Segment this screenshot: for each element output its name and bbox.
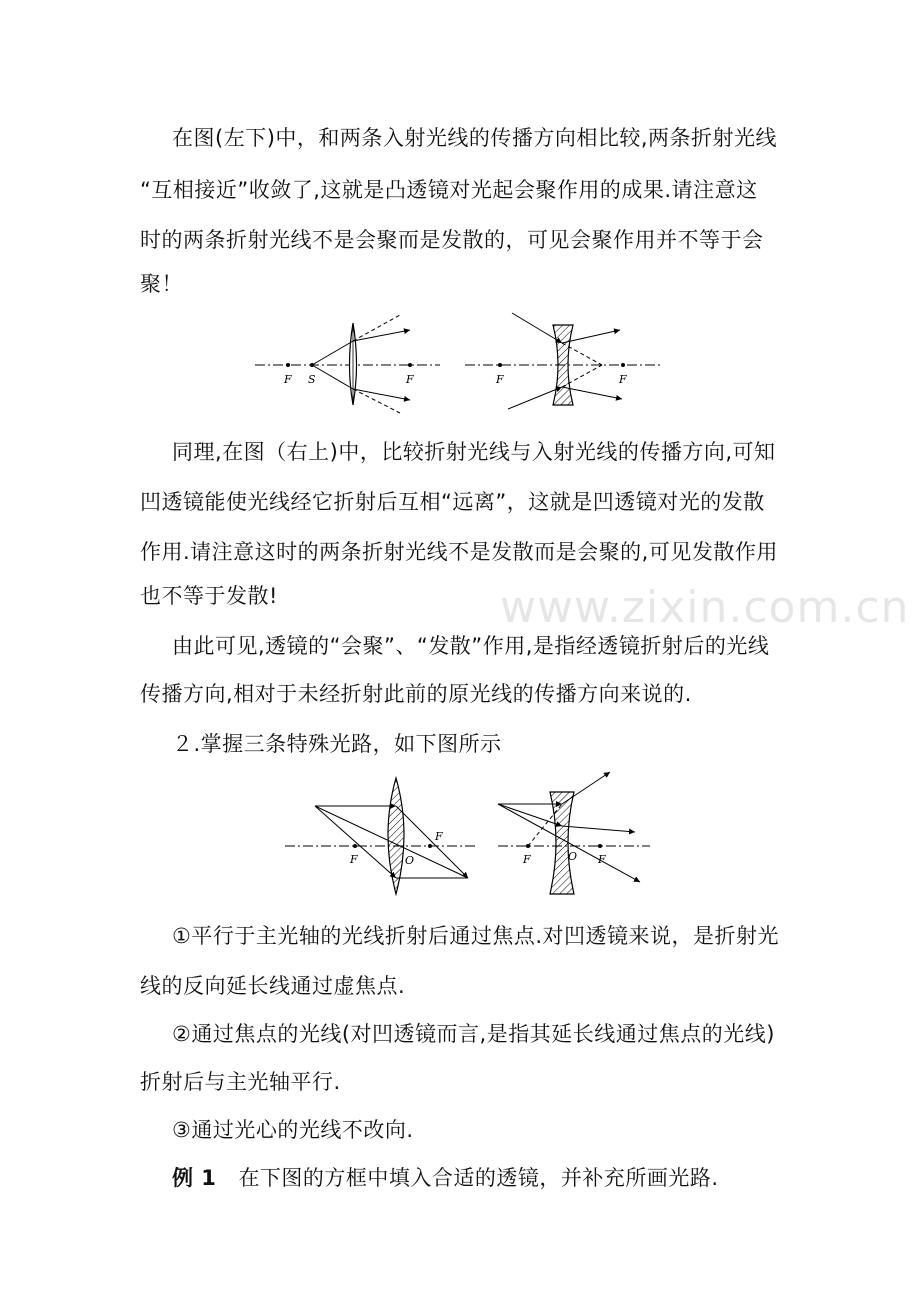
figure-lens-convergence-divergence [250,305,670,415]
focus-label: F [350,853,358,866]
rule-line: ①平行于主光轴的光线折射后通过焦点.对凹透镜来说，是折射光 [172,924,779,948]
text-line: 凹透镜能使光线经它折射后互相“远离”，这就是凹透镜对光的发散 [140,490,765,514]
focus-label: F [598,853,606,866]
focus-label: F [406,373,414,386]
convex-lens-rays [285,778,475,894]
text-line: 传播方向,相对于未经折射此前的原光线的传播方向来说的. [140,682,692,706]
focus-label: F [619,373,627,386]
focus-label: F [284,373,292,386]
watermark: www.zixin.com.cn [500,582,910,633]
concave-lens-diagram [465,313,660,409]
focus-label: F [496,373,504,386]
focus-label: F [435,830,443,843]
convex-lens-diagram [255,315,440,413]
optical-center-label: O [568,850,578,863]
text-line: 作用.请注意这时的两条折射光线不是发散而是会聚的,可见发散作用 [140,540,778,564]
rule-line: ②通过焦点的光线(对凹透镜而言,是指其延长线通过焦点的光线) [172,1022,775,1046]
figure-three-special-rays [280,770,655,900]
text-line: 在图(左下)中，和两条入射光线的传播方向相比较,两条折射光线 [172,126,778,150]
text-line: “互相接近”收敛了,这就是凸透镜对光起会聚作用的成果.请注意这 [140,178,758,202]
example-line [172,1164,719,1192]
rule-line: 线的反向延长线通过虚焦点. [140,974,406,998]
rule-line: ③通过光心的光线不改向. [172,1118,414,1142]
focus-label: F [523,853,531,866]
text-line: 由此可见,透镜的“会聚”、“发散”作用,是指经透镜折射后的光线 [172,634,770,658]
text-line: 同理,在图（右上)中，比较折射光线与入射光线的传播方向,可知 [172,440,776,464]
source-label: S [308,373,316,386]
rule-line: 折射后与主光轴平行. [140,1070,341,1094]
example-text: 在下图的方框中填入合适的透镜，并补充所画光路. [238,1166,719,1190]
optical-center-label: O [405,854,415,867]
text-line: 也不等于发散! [140,584,278,608]
example-label: 例 1 [172,1166,217,1190]
text-line: 时的两条折射光线不是会聚而是发散的，可见会聚作用并不等于会 [140,228,764,252]
concave-lens-rays [498,772,650,894]
text-line: 聚！ [140,272,183,296]
section-heading: ２.掌握三条特殊光路，如下图所示 [172,732,502,756]
